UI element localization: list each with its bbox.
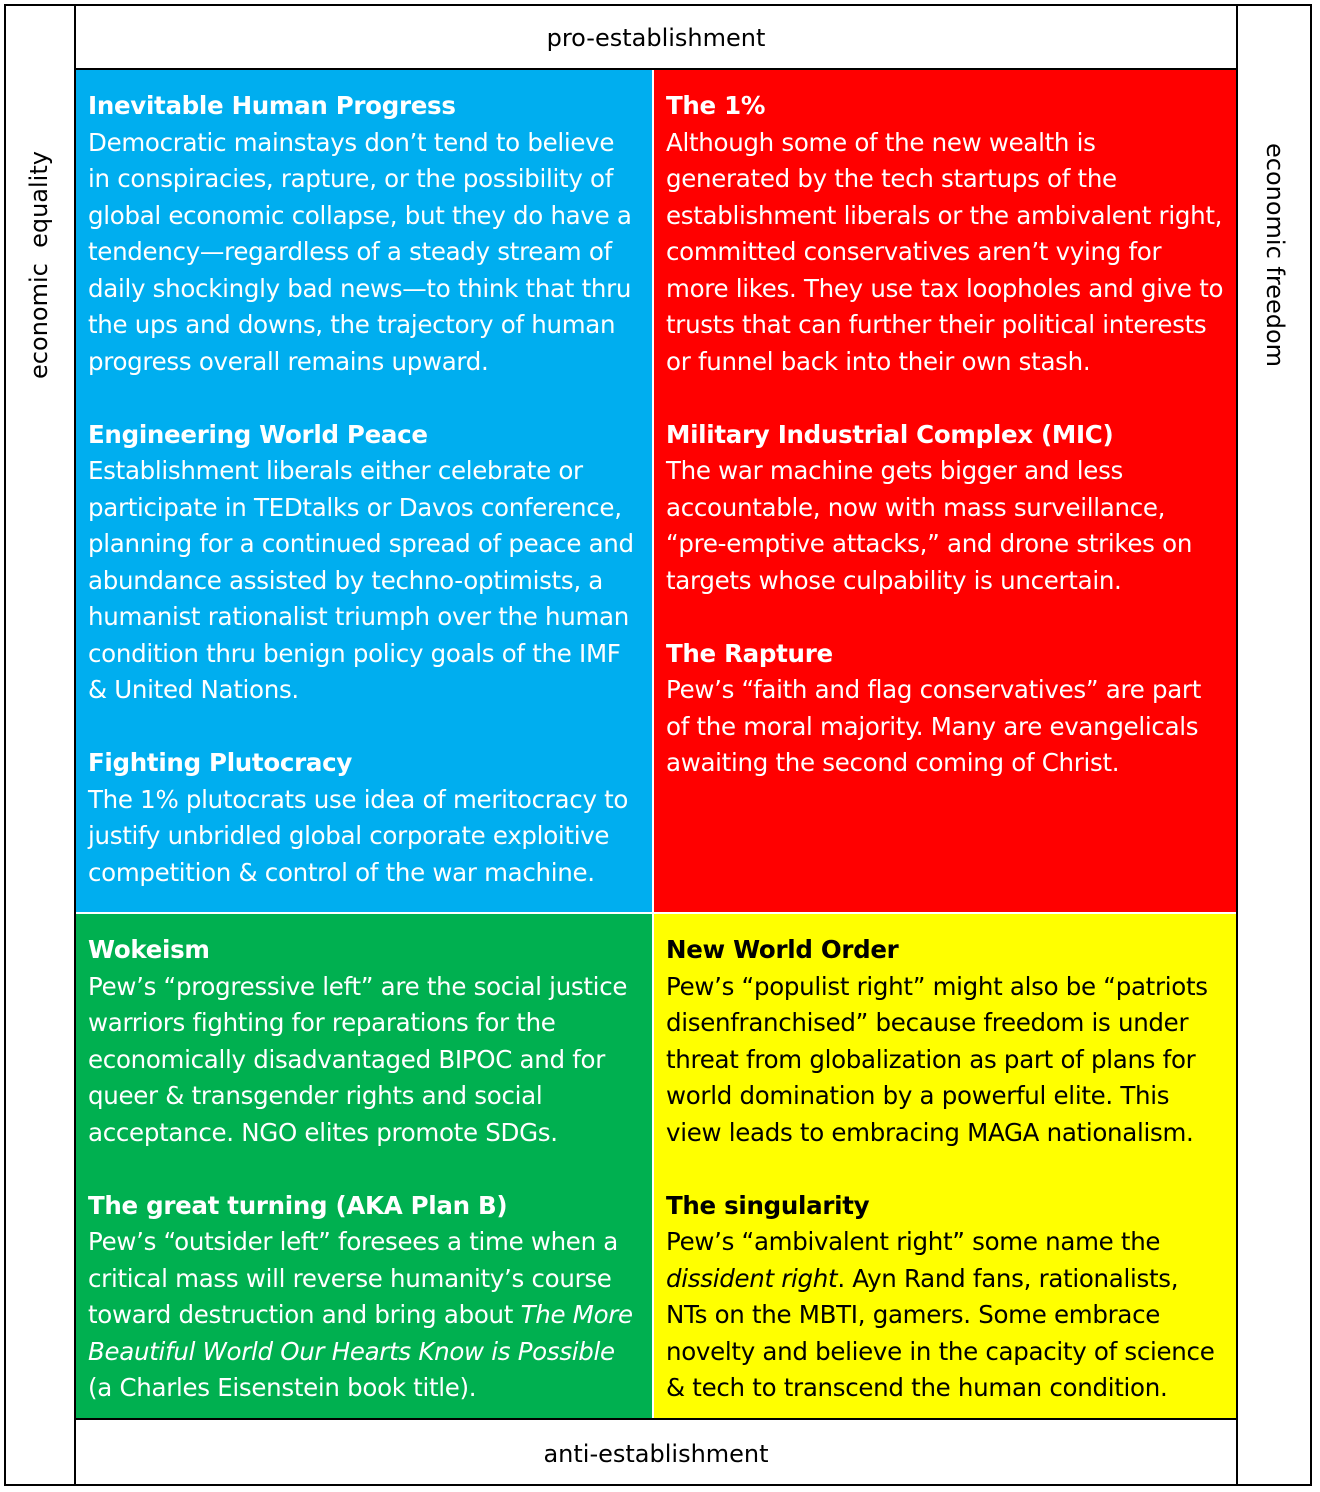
topic-body: Establishment liberals either celebrate or participate in TEDtalks or Davos conference, planning for a continued spread of peace and abundance assisted by techno-optimists, a humanist rationalist triumph over the human condition thru benign policy goals of the IMF & United Nations. [88, 456, 634, 704]
bottom-divider [74, 1418, 1238, 1420]
axis-right-label: economic freedom [1261, 142, 1289, 368]
right-margin-divider [1236, 4, 1238, 1486]
emphasis-term: dissident right [666, 1263, 838, 1293]
topic-title: The 1% [666, 91, 766, 120]
topic-title: Military Industrial Complex (MIC) [666, 419, 1114, 449]
axis-top-label: pro-establishment [546, 24, 766, 52]
topic-block [666, 417, 1224, 600]
topic-body-text: (a Charles Eisenstein book title). [88, 1373, 477, 1402]
topic-block [666, 88, 1224, 380]
topic-body-text: Pew’s “ambivalent right” some name the [666, 1227, 1161, 1256]
topic-body-text: Pew’s “outsider left” foresees a time when a critical mass will reverse humanity’s course toward destruction and bring about [88, 1227, 618, 1329]
topic-title: Fighting Plutocracy [88, 748, 353, 777]
topic-body: Although some of the new wealth is generated by the tech startups of the establishment liberals or the ambivalent right, committed conservatives aren’t vying for more likes. They use tax loopholes and give to trusts that can further their political interests or funnel back into their own stash. [666, 127, 1224, 376]
topic-block [88, 1188, 640, 1407]
topic-block [88, 88, 640, 380]
book-title: The More Beautiful World Our Hearts Know is Possible [88, 1300, 633, 1366]
quadrant-anti-establishment-freedom [654, 914, 1236, 1418]
topic-body [666, 1224, 1224, 1407]
topic-title: The Rapture [666, 638, 833, 668]
topic-block [88, 745, 640, 891]
quadrant-pro-establishment-freedom [654, 70, 1236, 912]
topic-body: Pew’s “faith and flag conservatives” are part of the moral majority. Many are evangelicals awaiting the second coming of Christ. [666, 675, 1201, 777]
quadrant-anti-establishment-equality [76, 914, 652, 1418]
topic-title: The great turning (AKA Plan B) [88, 1190, 508, 1220]
quadrant-pro-establishment-equality [76, 70, 652, 912]
axis-bottom-label: anti-establishment [543, 1440, 769, 1468]
topic-block [666, 636, 1224, 782]
topic-body: Pew’s “populist right” might also be “patriots disenfranchised” because freedom is under threat from globalization as part of plans for world domination by a powerful elite. This view leads to embracing MAGA nationalism. [666, 971, 1208, 1147]
topic-title: New World Order [666, 935, 899, 964]
topic-block [666, 932, 1224, 1151]
topic-body-text: . Ayn Rand fans, rationalists, NTs on the MBTI, gamers. Some embrace novelty and believe in the capacity of science & tech to transcend the human condition. [666, 1263, 1215, 1402]
topic-title: Wokeism [88, 935, 210, 964]
topic-body: The 1% plutocrats use idea of meritocracy to justify unbridled global corporate exploitive competition & control of the war machine. [88, 784, 629, 887]
topic-block [88, 417, 640, 709]
topic-block [666, 1188, 1224, 1407]
topic-body: The war machine gets bigger and less accountable, now with mass surveillance, “pre-emptive attacks,” and drone strikes on targets whose culpability is uncertain. [666, 456, 1193, 595]
topic-title: Inevitable Human Progress [88, 91, 456, 120]
topic-body [88, 1224, 640, 1407]
topic-body: Pew’s “progressive left” are the social justice warriors fighting for reparations for the economically disadvantaged BIPOC and for queer & transgender rights and social acceptance. NGO elites promote SDGs. [88, 971, 628, 1147]
axis-left-label: economic equality [25, 151, 53, 379]
topic-body: Democratic mainstays don’t tend to believe in conspiracies, rapture, or the possibility of global economic collapse, but they do have a tendency—regardless of a steady stream of daily shockingly bad news—to think that thru the ups and downs, the trajectory of human progress overall remains upward. [88, 127, 632, 376]
topic-title: Engineering World Peace [88, 419, 428, 449]
topic-block [88, 932, 640, 1151]
topic-title: The singularity [666, 1190, 870, 1220]
